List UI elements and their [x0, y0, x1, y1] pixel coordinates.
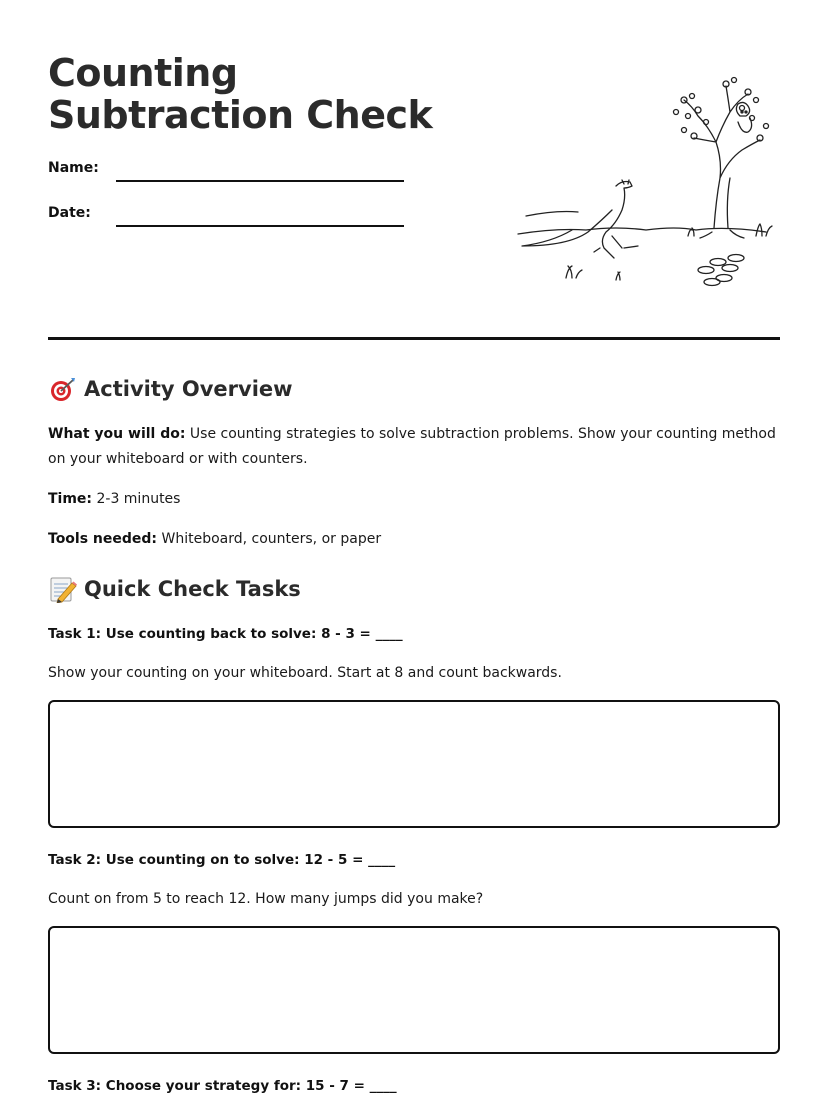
- kangaroo-koala-illustration: [516, 60, 780, 310]
- activity-overview-heading: [48, 370, 780, 408]
- task-1-title: Task 1: Use counting back to solve: 8 - 3 = ____: [48, 626, 403, 642]
- name-field[interactable]: [48, 160, 408, 184]
- activity-overview-title: Activity Overview: [84, 377, 293, 401]
- date-line[interactable]: [116, 225, 404, 227]
- what-text: Use counting strategies to solve subtraction problems. Show your counting method on your whiteboard or with counters.: [48, 426, 776, 467]
- target-icon: [48, 375, 78, 403]
- name-line[interactable]: [116, 180, 404, 182]
- time-info: [48, 487, 780, 512]
- time-text: 2-3 minutes: [92, 491, 181, 507]
- what-you-will-do: [48, 422, 780, 472]
- task-2: [48, 850, 780, 1054]
- quick-check-title: Quick Check Tasks: [84, 577, 301, 601]
- name-label: Name:: [48, 160, 99, 176]
- time-label: Time:: [48, 491, 93, 507]
- task-3: [48, 1076, 780, 1096]
- date-label: Date:: [48, 205, 91, 221]
- page-title: Counting Subtraction Check: [48, 51, 433, 137]
- memo-pencil-icon: [48, 575, 78, 603]
- quick-check-heading: [48, 570, 780, 608]
- task-2-title: Task 2: Use counting on to solve: 12 - 5 = ____: [48, 852, 396, 868]
- task-1-answer-box[interactable]: [48, 700, 780, 828]
- tools-needed: [48, 527, 780, 552]
- what-label: What you will do:: [48, 426, 186, 442]
- task-2-answer-box[interactable]: [48, 926, 780, 1054]
- date-field[interactable]: [48, 205, 408, 229]
- task-2-instruction: Count on from 5 to reach 12. How many jumps did you make?: [48, 891, 484, 907]
- worksheet-content: [48, 370, 780, 1096]
- task-1: [48, 624, 780, 828]
- task-1-instruction: Show your counting on your whiteboard. Start at 8 and count backwards.: [48, 665, 562, 681]
- tools-label: Tools needed:: [48, 531, 158, 547]
- tools-text: Whiteboard, counters, or paper: [157, 531, 382, 547]
- header-divider: [48, 337, 780, 340]
- worksheet-header: [48, 46, 780, 340]
- task-3-title: Task 3: Choose your strategy for: 15 - 7 = ____: [48, 1078, 397, 1094]
